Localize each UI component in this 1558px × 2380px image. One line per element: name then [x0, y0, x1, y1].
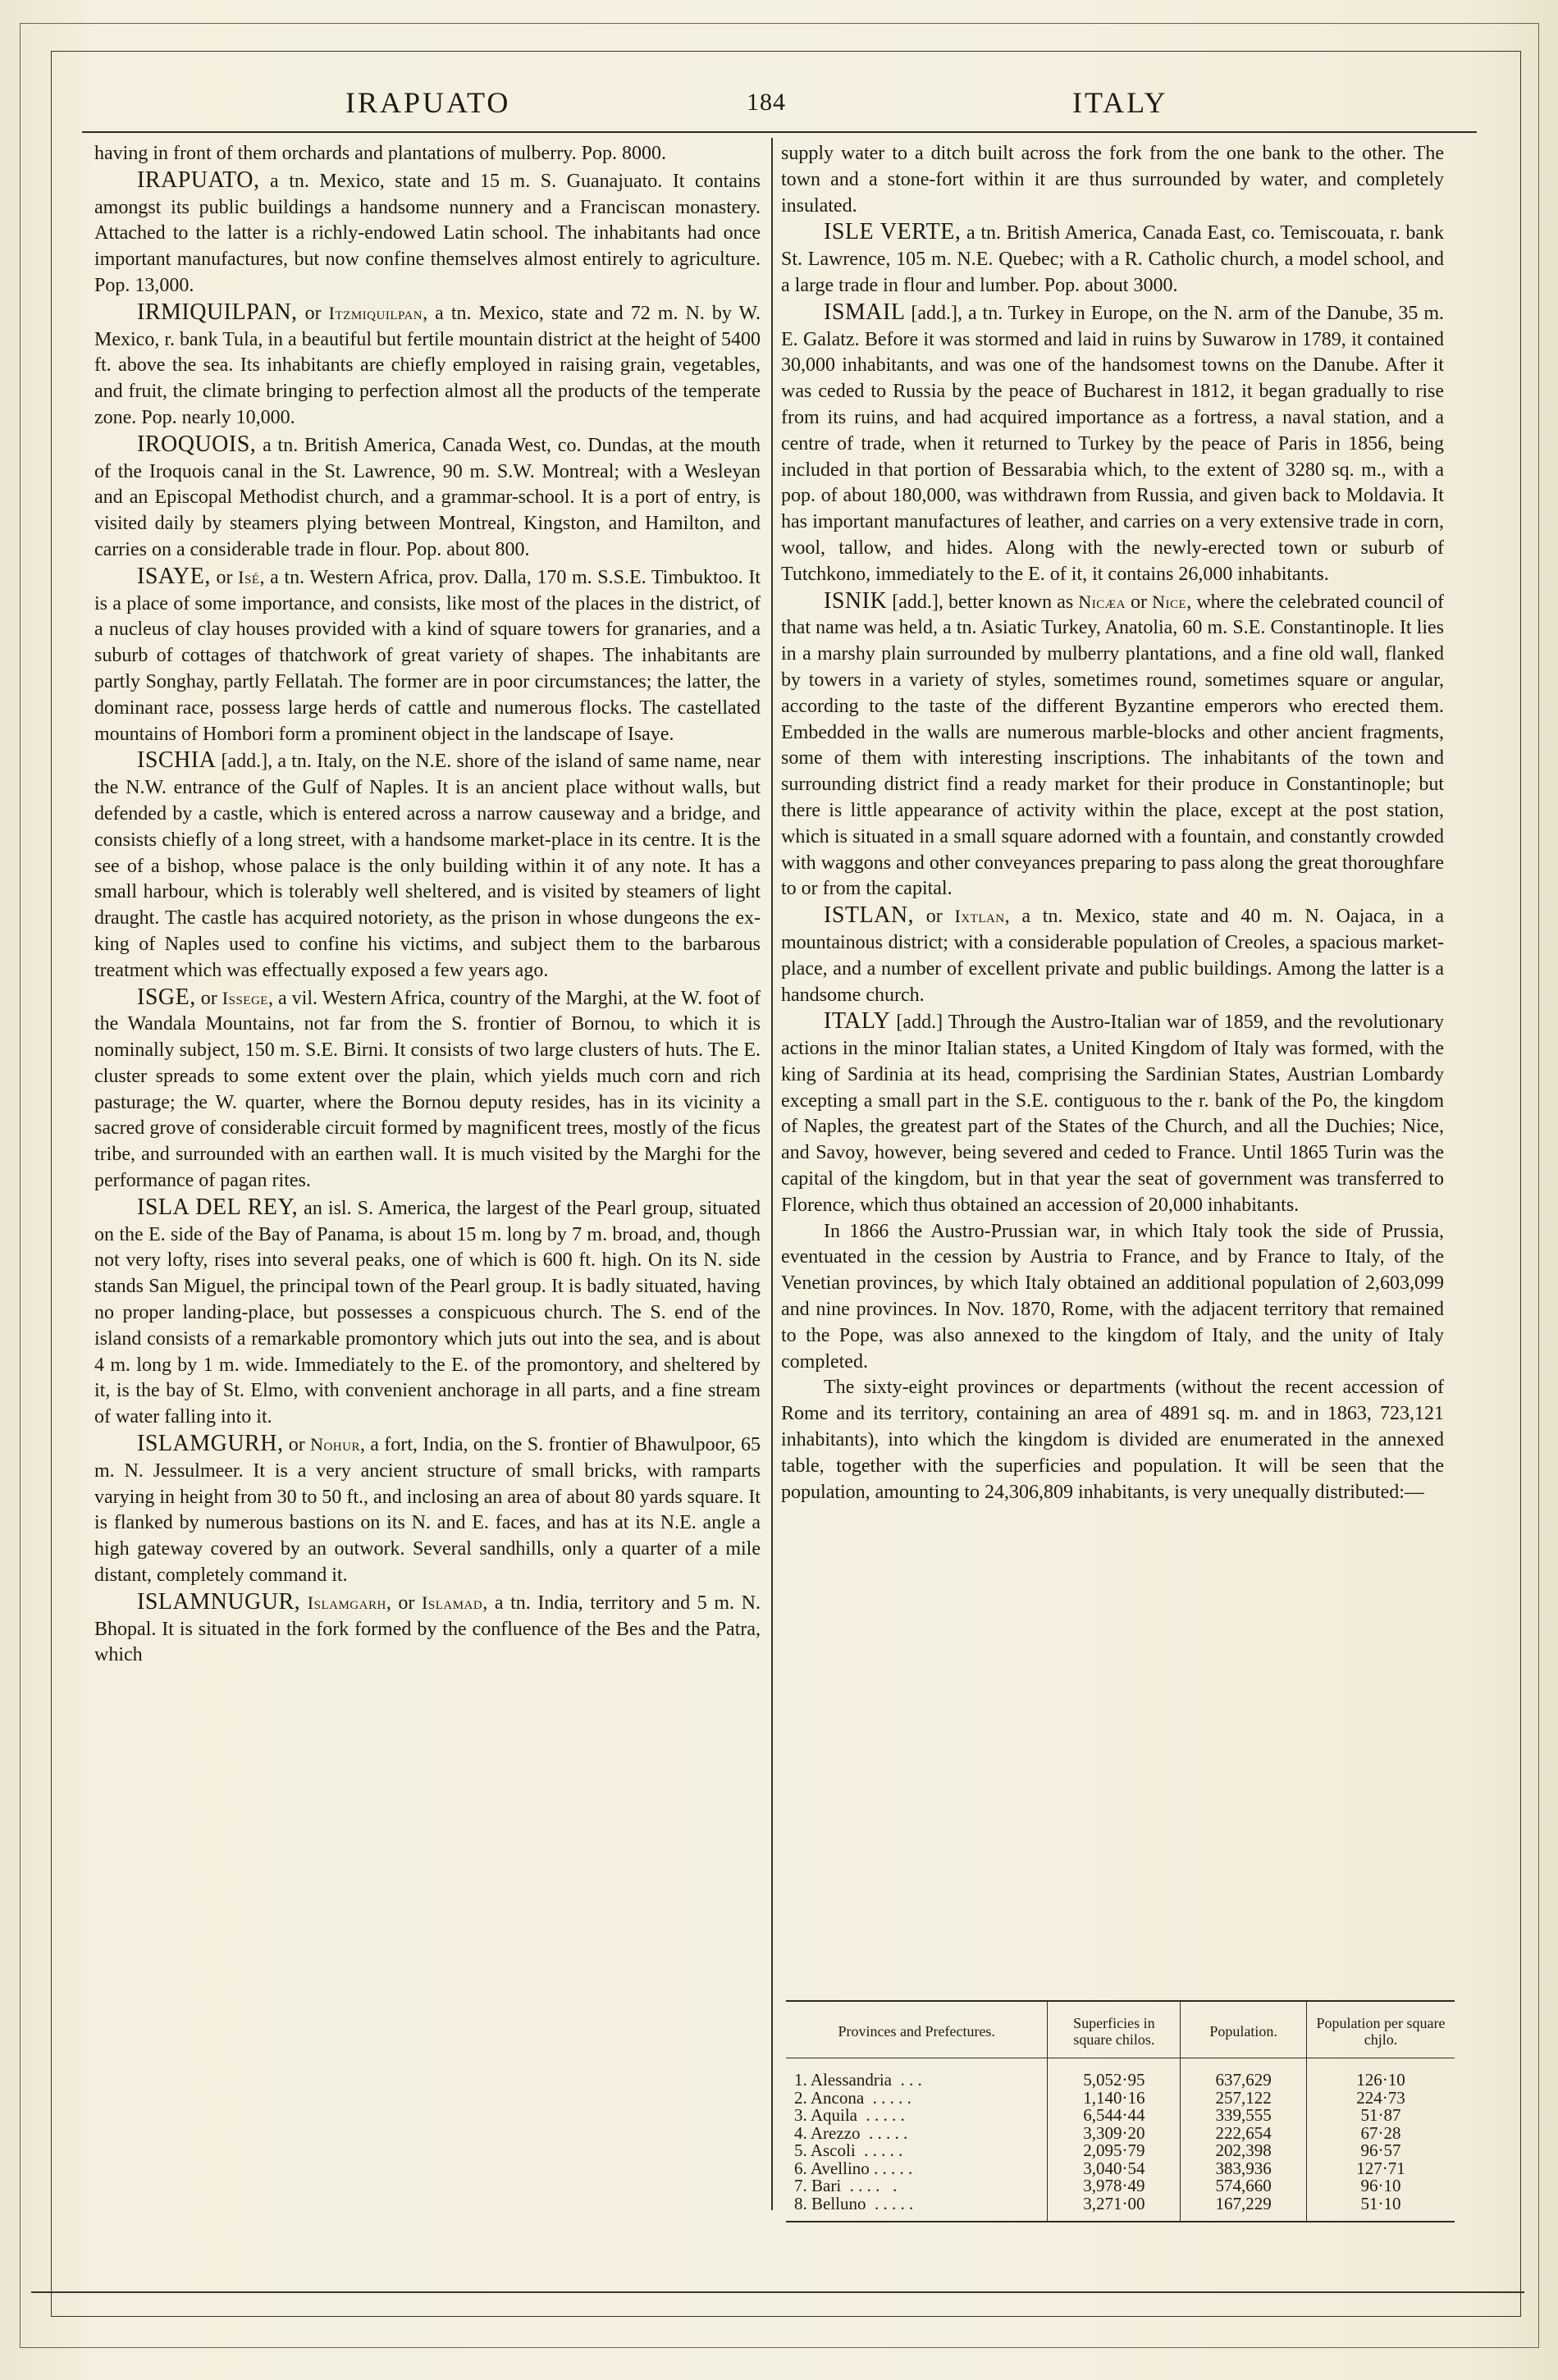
header-right-word: ITALY — [1072, 86, 1168, 119]
paragraph — [781, 141, 1444, 219]
entry-headword: ISTLAN, — [824, 902, 915, 929]
superficies-cell: 1,140·16 — [1048, 2090, 1181, 2108]
entry-alt-name: Isé — [238, 566, 260, 587]
table-row — [786, 2058, 1455, 2090]
entry-alt-name: Islamgarh — [307, 1592, 386, 1613]
population-cell: 339,555 — [1181, 2107, 1307, 2125]
paragraph — [94, 141, 761, 167]
population-cell: 202,398 — [1181, 2142, 1307, 2160]
province-name: 6. Avellino . . . . . — [786, 2160, 1048, 2178]
col-header-superficies: Superficies in square chilos. — [1048, 2001, 1181, 2058]
entry-text: , a tn. India, territory and 5 m. N. Bhopal. It is situated in the fork formed by the confluence of the Bes and the Patra, which — [94, 1592, 761, 1666]
gazetteer-entry — [94, 984, 761, 1195]
entry-headword: ISLAMGURH, — [137, 1431, 284, 1457]
population-cell: 167,229 — [1181, 2195, 1307, 2222]
density-cell: 51·87 — [1360, 2105, 1401, 2125]
paragraph — [781, 1219, 1444, 1376]
gazetteer-entry — [781, 902, 1444, 1008]
density-cell: 96·57 — [1360, 2140, 1401, 2160]
entry-headword: ISGE, — [137, 984, 196, 1010]
entry-connector: or — [1125, 591, 1153, 613]
density-cell: 127·71 — [1356, 2158, 1405, 2178]
density-cell: 96·10 — [1360, 2176, 1401, 2195]
entry-text: a tn. British America, Canada West, co. Dundas, at the mouth of the Iroquois canal in the St. Lawrence, 90 m. S.W. Montreal; with a Wesleyan and an Episcopal Methodist church, and a grammar-school. It is a port of entry, is visited daily by steamers plying between Montreal, Kingston, and Hamilton, and carries on a considerable trade in flour. Pop. about 800. — [94, 434, 761, 560]
entry-alt-name: Issege — [222, 987, 268, 1008]
entry-alt-name: Itzmiquilpan — [328, 302, 423, 323]
table-header-row — [786, 2001, 1455, 2058]
population-cell: 383,936 — [1181, 2160, 1307, 2178]
table-row — [786, 2090, 1455, 2108]
superficies-cell: 5,052·95 — [1048, 2058, 1181, 2090]
entry-connector: or — [283, 1434, 311, 1456]
paragraph-text: supply water to a ditch built across the fork from the one bank to the other. The town and a stone-fort within it are thus surrounded by water, and completely insulated. — [781, 143, 1444, 217]
gazetteer-entry — [94, 1431, 761, 1589]
entry-headword: IRMIQUILPAN, — [137, 299, 298, 325]
gazetteer-entry — [94, 564, 761, 748]
superficies-cell: 6,544·44 — [1048, 2107, 1181, 2125]
entry-text: [add.], better known as — [887, 591, 1079, 613]
right-column — [781, 141, 1444, 1505]
entry-headword: ISLE VERTE, — [824, 219, 962, 245]
entry-text: [add.] Through the Austro-Italian war of 1859, and the revolutionary actions in the minor Italian states, a United Kingdom of Italy was formed, with the king of Sardinia at its head, comprising the Sardinian States, Austrian Lombardy excepting a small part in the S.E. contiguous to the r. bank of the Po, the kingdom of Naples, the greatest part of the States of the Church, and all the Duchies; Nice, and Savoy, however, being severed and ceded to France. Until 1865 Turin was the capital of the kingdom, but in that year the seat of government was transferred to Florence, which thus obtained an accession of 20,000 inhabitants. — [781, 1012, 1444, 1216]
entry-text: , a tn. Mexico, state and 72 m. N. by W. Mexico, r. bank Tula, in a beautiful but fertile mountain district at the height of 5400 ft. above the sea. Its inhabitants are chiefly employed in raising grain, vegetables, and fruit, the climate bringing to perfection almost all the products of the temperate zone. Pop. nearly 10,000. — [94, 302, 761, 428]
entry-text: , a vil. Western Africa, country of the Marghi, at the W. foot of the Wandala Mountains, not far from the S. frontier of Bornou, to which it is nominally subject, 150 m. S.E. Birni. It consists of two large clusters of huts. The E. cluster spreads to some extent over the plain, which yields much corn and rich pasturage; the W. quarter, where the Bornou deputy resides, has in its vicinity a sacred grove of considerable circuit formed by magnificent trees, mostly of the ficus tribe, and surrounded with an earthen wall. It is much visited by the Marghi for the performance of pagan rites. — [94, 987, 761, 1192]
superficies-cell: 3,978·49 — [1048, 2177, 1181, 2195]
entry-text: a tn. British America, Canada East, co. Temiscouata, r. bank St. Lawrence, 105 m. N.E. Quebec; with a R. Catholic church, a model school, and a large trade in flour and lumber. Pop. about 3000. — [781, 222, 1445, 296]
entry-text: a tn. Mexico, state and 15 m. S. Guanajuato. It contains amongst its public buildings a handsome nunnery and a Franciscan monastery. Attached to the latter is a richly-endowed Latin school. The inhabitants had once important manufactures, but now confine themselves almost entirely to agriculture. Pop. 13,000. — [94, 170, 761, 296]
gazetteer-entry — [94, 432, 761, 564]
entry-text: [add.], a tn. Turkey in Europe, on the N. arm of the Danube, 35 m. E. Galatz. Before it was stormed and laid in ruins by Suwarow in 1789, it contained 30,000 inhabitants, and was one of the handsomest towns on the Danube. After it was ceded to Russia by the peace of Bucharest in 1812, it began gradually to rise from its ruins, and had acquired importance as a fortress, a naval station, and a centre of trade, when it returned to Turkey by the peace of Paris in 1856, being included in that portion of Bessarabia which, to the extent of 3280 sq. m., with a pop. of about 180,000, was withdrawn from Russia, and given back to Moldavia. It has important manufactures of leather, and carries on a very extensive trade in corn, wool, tallow, and hides. Along with the newly-erected town or suburb of Tutchkono, immediately to the E. of it, it contains 26,000 inhabitants. — [781, 302, 1444, 585]
entry-headword: ITALY — [824, 1008, 891, 1035]
entry-text: , where the celebrated council of that name was held, a tn. Asiatic Turkey, Anatolia, 60 m. S.E. Constantinople. It lies in a marshy plain surrounded by mulberry plantations, and a fine old wall, flanked by towers in a variety of styles, sometimes round, sometimes square or angular, according to the taste of the different Byzantine emperors who erected them. Embedded in the walls are numerous marble-blocks and other ancient fragments, some of them with interesting inscriptions. The inhabitants of the town and surrounding district find a ready market for their produce in Constantinople; but there is little appearance of activity within the place, except at the post station, which is situated in a small square adorned with a fountain, and constantly crowded with waggons and other conveyances preparing to pass along the great thoroughfare to or from the capital. — [781, 591, 1445, 900]
col-header-density: Population per square chjlo. — [1306, 2001, 1455, 2058]
entry-text: , a tn. Western Africa, prov. Dalla, 170 m. S.S.E. Timbuktoo. It is a place of some importance, and consists, like most of the places in the district, of a nucleus of clay houses provided with a kind of square towers for granaries, and a suburb of cottages of thatchwork of great variety of shapes. The inhabitants are partly Songhay, partly Fellatah. The former are in poor circumstances; the latter, the dominant race, possess large herds of cattle and numerous flocks. The castellated mountains of Hombori form a prominent object in the landscape of Isaye. — [94, 566, 761, 745]
province-name: 1. Alessandria . . . — [786, 2058, 1048, 2090]
entry-headword: IROQUOIS, — [137, 431, 257, 457]
paragraph-text: The sixty-eight provinces or departments (without the recent accession of Rome and its territory, containing an area of 4891 sq. m. and in 1863, 723,121 inhabitants), into which the kingdom is divided are enumerated in the annexed table, together with the superficies and population. It will be seen that the population, amounting to 24,306,809 inhabitants, is very unequally distributed:— — [781, 1377, 1444, 1503]
gazetteer-entry — [94, 167, 761, 299]
table-body — [786, 2058, 1455, 2222]
gazetteer-entry — [94, 747, 761, 984]
table-row — [786, 2160, 1455, 2178]
entry-alt-name: Islamad — [422, 1592, 483, 1613]
density-cell: 51·10 — [1360, 2193, 1401, 2213]
province-name: 8. Belluno . . . . . — [786, 2195, 1048, 2222]
gazetteer-entry — [94, 299, 761, 432]
population-cell: 574,660 — [1181, 2177, 1307, 2195]
entry-headword: IRAPUATO, — [137, 167, 260, 193]
provinces-table — [786, 2000, 1455, 2222]
bottom-rule — [31, 2291, 1524, 2293]
entry-alt-name: Nicæa — [1078, 591, 1126, 612]
entry-connector: or — [195, 987, 222, 1009]
entry-alt-name: Nice — [1152, 591, 1187, 612]
page-number: 184 — [747, 89, 786, 116]
density-cell: 126·10 — [1356, 2070, 1405, 2090]
density-cell: 67·28 — [1360, 2122, 1401, 2143]
paragraph-text: having in front of them orchards and plantations of mulberry. Pop. 8000. — [94, 143, 666, 164]
entry-headword: ISMAIL — [824, 299, 906, 325]
province-name: 5. Ascoli . . . . . — [786, 2142, 1048, 2160]
province-name: 2. Ancona . . . . . — [786, 2090, 1048, 2108]
table-row — [786, 2107, 1455, 2125]
gazetteer-entry — [781, 219, 1444, 299]
entry-headword: ISLAMNUGUR, — [137, 1588, 301, 1615]
table-row — [786, 2142, 1455, 2160]
entry-headword: ISNIK — [824, 587, 888, 614]
gazetteer-entry — [781, 299, 1444, 588]
table-row — [786, 2177, 1455, 2195]
superficies-cell: 3,040·54 — [1048, 2160, 1181, 2178]
table-row — [786, 2195, 1455, 2222]
header-left-word: IRAPUATO — [345, 86, 511, 119]
density-cell: 224·73 — [1356, 2087, 1405, 2108]
table-row — [786, 2125, 1455, 2143]
col-header-population: Population. — [1181, 2001, 1307, 2058]
entry-text: , a tn. Mexico, state and 40 m. N. Oajaca, in a mountainous district; with a considerable population of Creoles, a spacious market-place, and a number of excellent private and public buildings. Among the latter is a handsome church. — [781, 906, 1444, 1006]
left-column — [94, 141, 761, 1669]
population-cell: 257,122 — [1181, 2090, 1307, 2108]
entry-alt-name: Nohur — [310, 1434, 360, 1455]
gazetteer-entry — [94, 1589, 761, 1669]
superficies-cell: 3,309·20 — [1048, 2125, 1181, 2143]
superficies-cell: 2,095·79 — [1048, 2142, 1181, 2160]
entry-connector — [300, 1592, 308, 1614]
gazetteer-entry — [94, 1195, 761, 1431]
entry-connector: , or — [386, 1592, 423, 1614]
paragraph-text: In 1866 the Austro-Prussian war, in which Italy took the side of Prussia, eventuated in the cession by Austria to France, and by France to Italy, of the Venetian provinces, by which Italy obtained an additional population of 2,603,099 and nine provinces. In Nov. 1870, Rome, with the adjacent territory that remained to the Pope, was also annexed to the kingdom of Italy, and the unity of Italy completed. — [781, 1220, 1444, 1373]
entry-headword: ISCHIA — [137, 747, 217, 774]
column-divider — [771, 138, 773, 2210]
entry-connector: or — [914, 906, 955, 928]
province-name: 7. Bari . . . . . — [786, 2177, 1048, 2195]
entry-connector: or — [210, 566, 239, 588]
entry-text: , a fort, India, on the S. frontier of Bhawulpoor, 65 m. N. Jessulmeer. It is a very ancient structure of small bricks, with ramparts varying in height from 30 to 50 ft., and inclosing an area of about 80 yards square. It is flanked by numerous bastions on its N. and E. faces, and has at its N.E. angle a high gateway covered by an outwork. Several sandhills, only a quarter of a mile distant, completely command it. — [94, 1434, 761, 1587]
entry-headword: ISAYE, — [137, 563, 211, 589]
gazetteer-entry — [781, 1008, 1444, 1218]
superficies-cell: 3,271·00 — [1048, 2195, 1181, 2222]
col-header-province: Provinces and Prefectures. — [786, 2001, 1048, 2058]
entry-text: [add.], a tn. Italy, on the N.E. shore of the island of same name, near the N.W. entrance of the Gulf of Naples. It is an ancient place without walls, but defended by a castle, which is entered across a narrow causeway and a bridge, and consists chiefly of a long street, with a handsome market-place in its centre. It is the see of a bishop, whose palace is the only building within it of any note. It has a small harbour, which is tolerably well sheltered, and is visited by steamers of light draught. The castle has acquired notoriety, as the prison in whose dungeons the ex-king of Naples used to confine his victims, and subject them to the barbarous treatment which was effectually exposed a few years ago. — [94, 751, 761, 981]
entry-connector: or — [297, 302, 329, 324]
population-cell: 637,629 — [1181, 2058, 1307, 2090]
population-cell: 222,654 — [1181, 2125, 1307, 2143]
entry-alt-name: Ixtlan — [954, 906, 1005, 927]
header-rule — [82, 131, 1477, 133]
entry-headword: ISLA DEL REY, — [137, 1194, 299, 1220]
running-header — [82, 85, 1501, 135]
entry-text: an isl. S. America, the largest of the Pearl group, situated on the E. side of the Bay of Panama, is about 15 m. long by 7 m. broad, and, though not very lofty, rises into several peaks, one of which is 600 ft. high. On its N. side stands San Miguel, the principal town of the Pearl group. It is badly situated, having no proper landing-place, but possesses a conspicuous church. The S. end of the island consists of a remarkable promontory which juts out into the sea, and is about 4 m. long by 1 m. wide. Immediately to the E. of the promontory, and sheltered by it, is the bay of St. Elmo, with convenient anchorage in all parts, and a fine stream of water falling into it. — [94, 1197, 761, 1428]
province-name: 4. Arezzo . . . . . — [786, 2125, 1048, 2143]
province-name: 3. Aquila . . . . . — [786, 2107, 1048, 2125]
gazetteer-entry — [781, 588, 1444, 903]
paragraph — [781, 1375, 1444, 1505]
